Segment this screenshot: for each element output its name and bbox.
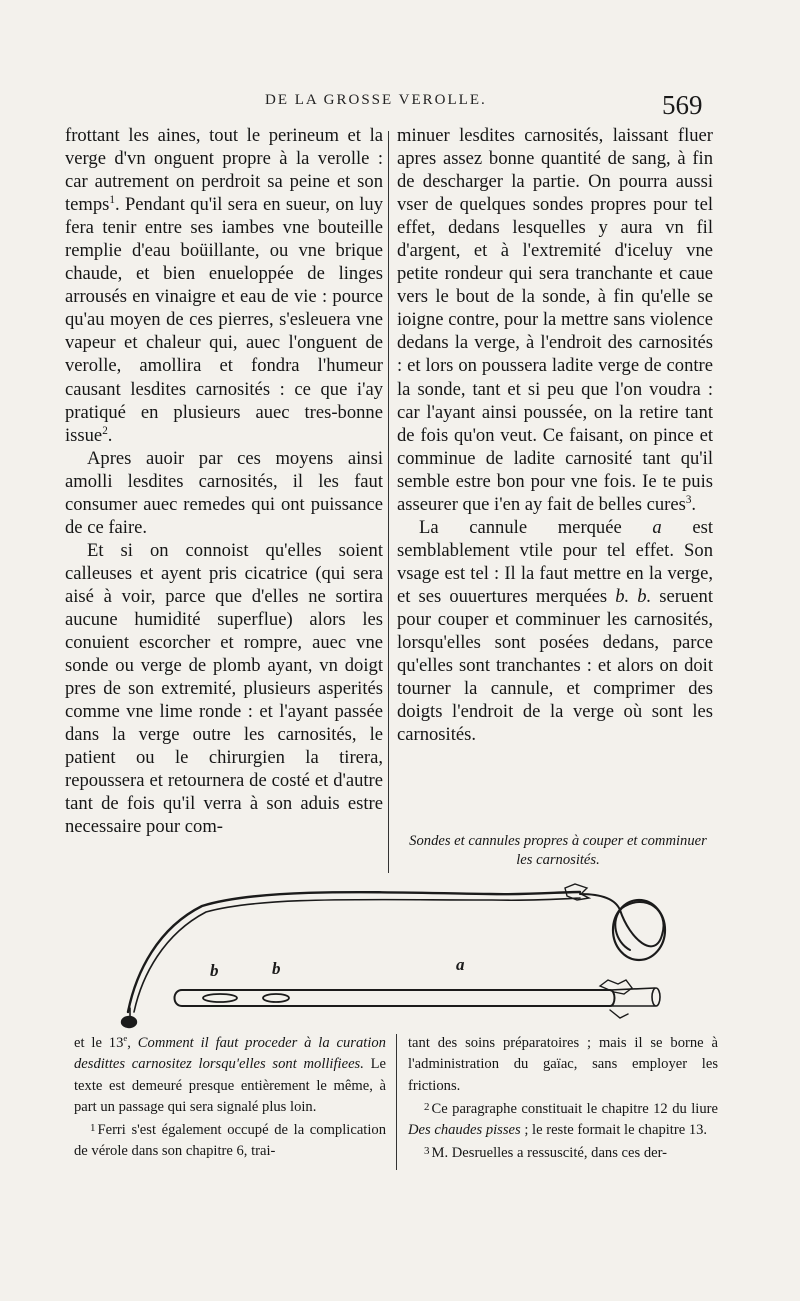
footnote-1: $^1$ Ferri s'est également occupé de la complication de vérole dans son chapitre 6, trai- xyxy=(74,1122,386,1160)
sondes-cannule-illustration xyxy=(110,860,690,1030)
footnote-3: $^3$ M. Desruelles a ressuscité, dans ces der- xyxy=(424,1145,668,1162)
footnote-1-continuation: tant des soins préparatoires ; mais il se borne à l'administration du gaïac, sans employer les frictions. xyxy=(408,1035,718,1094)
left-paragraph-2: Apres auoir par ces moyens ainsi amolli lesdites carnosités, il les faut consumer auec remedes qui ont puissance de ce faire. xyxy=(65,447,383,538)
left-paragraph-1: frottant les aines, tout le perineum et la verge d'vn onguent propre à la verolle : car autrement on perdroit sa peine et son temps$^1$. Pendant qu'il sera en sueur, on luy fera tenir entre ses iambes vne bouteille remplie d'eau boüillante, ou vne brique chaude, et bien enueloppée de linges arrousés en vinaigre et eau de vie : pource qu'au moyen de ces pierres, s'esleuera vne vapeur et chaleur qui, auec l'onguent de verolle, amollira et fondra l'humeur causant lesdites carnosités : ce que i'ay pratiqué en plusieurs auec tres-bonne issue$^2$. xyxy=(65,125,383,446)
sonde-tip xyxy=(122,1017,136,1027)
left-paragraph-3: Et si on connoist qu'elles soient calleuses et ayent pris cicatrice (qui sera aisé à voir, parce que d'elles ne sortira aucune humidité superflue) alors les conuient escorcher et rompre, auec vne sonde ou verge de plomb ayant, vn doigt pres de son extremité, plusieurs asperités comme vne lime ronde : et l'ayant passée dans la verge outre les carnosités, le patient ou le chirurgien la tirera, repoussera et retournera de costé et d'autre tant de fois qu'il verra à son aduis estre necessaire pour com- xyxy=(65,539,383,838)
note-ref-1: 1 xyxy=(109,193,115,206)
footnote-2: $^2$ Ce paragraphe constituait le chapitre 12 du liure Des chaudes pisses ; le reste formait le chapitre 13. xyxy=(408,1100,718,1139)
page-number: 569 xyxy=(662,90,703,120)
cannule xyxy=(175,990,615,1006)
footnotes-left xyxy=(74,1033,386,1163)
cutting-opening-1 xyxy=(203,994,237,1002)
note-ref-2: 2 xyxy=(102,424,108,437)
label-b-2: b xyxy=(272,959,281,978)
left-column xyxy=(65,124,383,838)
note-ref-3: 3 xyxy=(685,493,692,506)
label-a: a xyxy=(456,955,465,974)
curved-sonde xyxy=(128,892,580,1012)
label-b-1: b xyxy=(210,961,219,980)
footnote-continuation: et le 13e, Comment il faut proceder à la curation desdittes carnositez lorsqu'elles sont mollifiees. Le texte est demeuré presque entièrement le même, à part un passage qui sera signalé plus loin. xyxy=(74,1033,386,1115)
column-rule xyxy=(388,131,389,873)
running-head: DE LA GROSSE VEROLLE. xyxy=(265,92,487,108)
figure-caption: Sondes et cannules propres à couper et comminuer les carnosités. xyxy=(409,833,707,868)
cutting-opening-2 xyxy=(263,994,289,1002)
right-paragraph-2: La cannule merquée a est semblablement vtile pour tel effet. Son vsage est tel : Il la faut mettre en la verge, et ses ouuertures merquées b. b. seruent pour couper et comminuer les carnosités, lorsqu'elles sont posées dedans, parce qu'elles sont tranchantes : et alors on doit tourner la cannule, et comprimer des doigts l'endroit de la verge où sont les carnosités. xyxy=(397,516,714,746)
footnote-rule xyxy=(396,1034,397,1170)
right-paragraph-1: minuer lesdites carnosités, laissant fluer apres assez bonne quantité de sang, à fin de descharger la partie. On pourra aussi vser de quelques sondes propres pour tel effet, dedans lesquelles y aura vn fil d'argent, et à l'extremité d'iceluy vne petite rondeur qui sera tranchante et caue vers le bout de la sonde, à fin qu'elle se ioigne contre, pour la mettre sans violence dedans la verge, à l'endroit des carnosités : et lors on poussera ladite verge de contre la sonde, tant et si peu que l'on voudra : car l'ayant ainsi poussée, on la retire tant de fois qu'on veut. Ce faisant, on pince et comminue de ladite carnosité tant qu'il semble estre bon pour vne fois. Ie te puis asseurer que i'en ay fait de belles cures$^3$. xyxy=(397,125,713,515)
right-column xyxy=(397,124,713,746)
footnotes-right xyxy=(408,1033,718,1165)
